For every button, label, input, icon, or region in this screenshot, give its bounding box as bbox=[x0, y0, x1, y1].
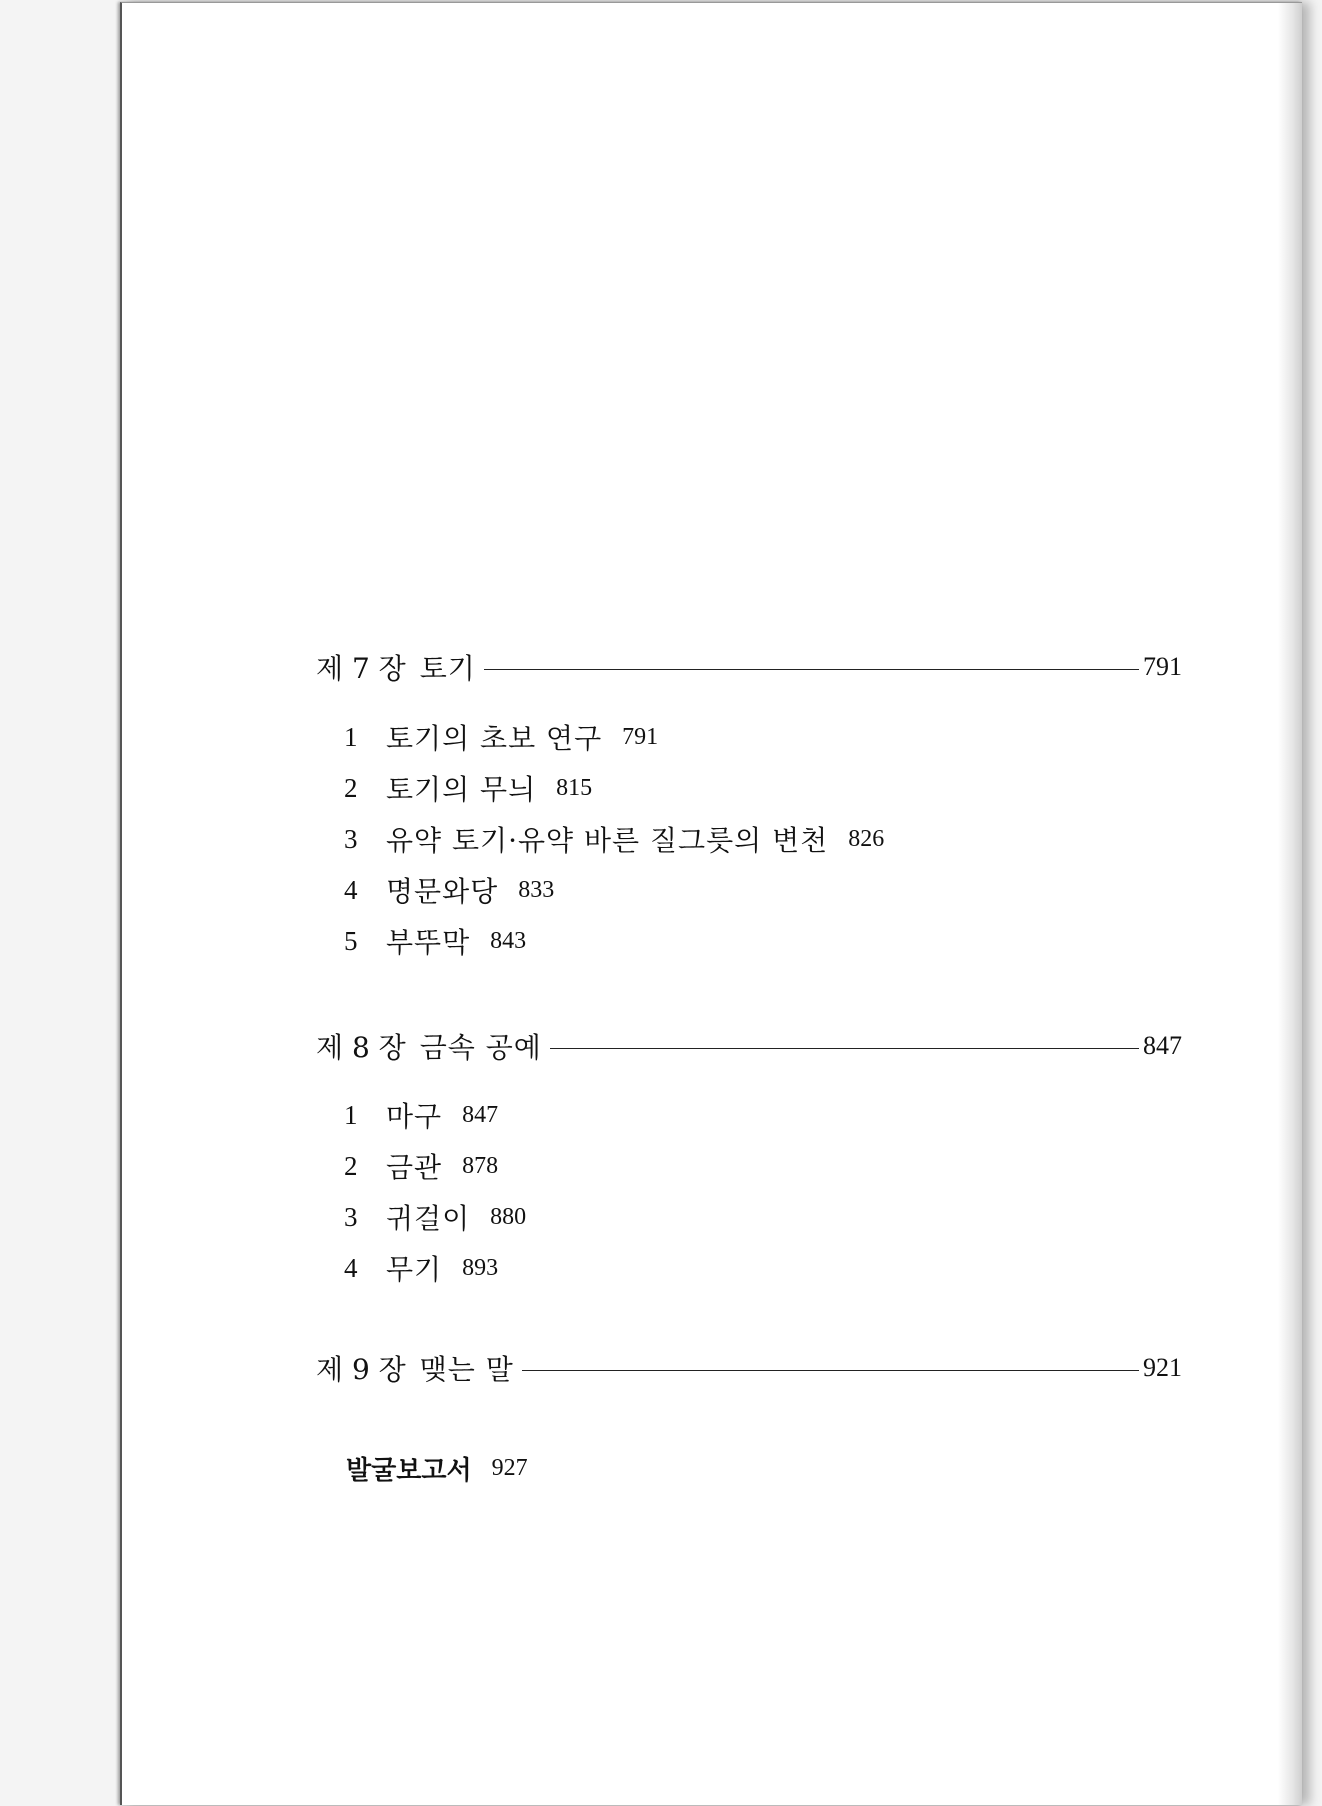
chapter-page-number: 791 bbox=[1143, 652, 1182, 681]
book-page bbox=[120, 2, 1302, 1805]
toc-appendix[interactable] bbox=[346, 1448, 528, 1488]
item-page-number: 843 bbox=[490, 927, 527, 954]
item-title: 명문와당 bbox=[386, 875, 499, 908]
toc-item[interactable] bbox=[344, 717, 658, 757]
toc-chapter-7[interactable] bbox=[316, 647, 1182, 687]
item-title: 금관 bbox=[386, 1151, 443, 1184]
item-index: 2 bbox=[344, 772, 358, 803]
toc-chapter-8[interactable] bbox=[316, 1026, 1182, 1066]
chapter-title: 금속 공예 bbox=[419, 1031, 542, 1064]
chapter-title: 맺는 말 bbox=[419, 1353, 514, 1386]
item-page-number: 833 bbox=[518, 876, 555, 903]
item-title: 토기의 무늬 bbox=[386, 773, 537, 806]
item-index: 4 bbox=[344, 874, 358, 905]
dot-leader-line bbox=[522, 1370, 1139, 1371]
toc-item[interactable] bbox=[344, 819, 884, 859]
chapter-number: 제 9 장 bbox=[316, 1353, 406, 1386]
chapter-page-number: 847 bbox=[1143, 1031, 1182, 1060]
toc-item[interactable] bbox=[344, 1146, 498, 1186]
toc-item[interactable] bbox=[344, 870, 554, 910]
item-index: 3 bbox=[344, 823, 358, 854]
item-page-number: 880 bbox=[490, 1203, 527, 1230]
item-title: 귀걸이 bbox=[386, 1202, 471, 1235]
toc-item[interactable] bbox=[344, 1197, 526, 1237]
item-page-number: 791 bbox=[622, 723, 659, 750]
item-index: 4 bbox=[344, 1252, 358, 1283]
item-index: 5 bbox=[344, 925, 358, 956]
chapter-number: 제 7 장 bbox=[316, 652, 406, 685]
item-index: 1 bbox=[344, 721, 358, 752]
dot-leader-line bbox=[550, 1048, 1139, 1049]
toc-item[interactable] bbox=[344, 1095, 498, 1135]
item-index: 1 bbox=[344, 1099, 358, 1130]
item-title: 무기 bbox=[386, 1253, 443, 1286]
item-title: 부뚜막 bbox=[386, 926, 471, 959]
toc-item[interactable] bbox=[344, 1248, 498, 1288]
chapter-title: 토기 bbox=[419, 652, 476, 685]
dot-leader-line bbox=[484, 669, 1139, 670]
chapter-number: 제 8 장 bbox=[316, 1031, 406, 1064]
toc-item[interactable] bbox=[344, 921, 526, 961]
item-page-number: 826 bbox=[848, 825, 885, 852]
chapter-page-number: 921 bbox=[1143, 1353, 1182, 1382]
appendix-page-number: 927 bbox=[491, 1454, 528, 1481]
item-index: 3 bbox=[344, 1201, 358, 1232]
item-title: 토기의 초보 연구 bbox=[386, 722, 603, 755]
item-page-number: 893 bbox=[462, 1254, 499, 1281]
toc-item[interactable] bbox=[344, 768, 592, 808]
item-title: 유약 토기·유약 바른 질그릇의 변천 bbox=[386, 824, 829, 857]
item-index: 2 bbox=[344, 1150, 358, 1181]
toc-chapter-9[interactable] bbox=[316, 1348, 1182, 1388]
item-page-number: 878 bbox=[462, 1152, 499, 1179]
item-page-number: 847 bbox=[462, 1101, 499, 1128]
item-page-number: 815 bbox=[556, 774, 593, 801]
appendix-title: 발굴보고서 bbox=[346, 1455, 472, 1486]
item-title: 마구 bbox=[386, 1100, 443, 1133]
page-edge-shadow bbox=[1278, 3, 1302, 1805]
